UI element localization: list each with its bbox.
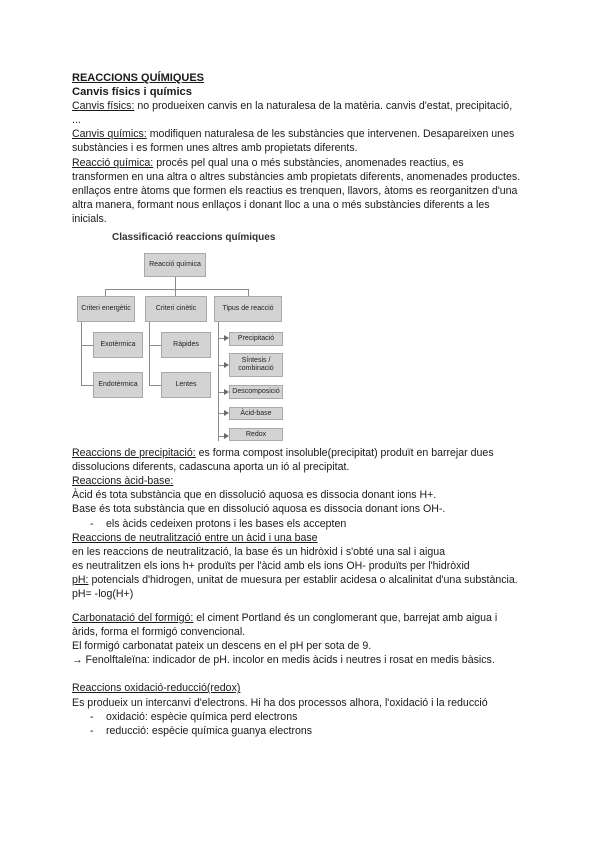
connector-line [149, 385, 161, 386]
definition-acid: Àcid és tota substància que en dissolució aquosa es dissocia donant ions H+. [72, 489, 437, 502]
term-canvis-quimics: Canvis químics: [72, 128, 147, 141]
node-descomposicio: Descomposició [229, 385, 283, 399]
node-criteri-cinetic: Criteri cinètic [145, 296, 207, 322]
node-precipitacio: Precipitació [229, 332, 283, 346]
paragraph-ph [72, 573, 533, 601]
node-reaccio-quimica: Reacció química [144, 253, 206, 277]
classification-diagram [72, 231, 522, 446]
definition-text: es forma compost insoluble(precipitat) produït en barrejar dues dissolucions diferents, cadascuna aporta un ió al precipitat. [72, 447, 494, 474]
connector-line [81, 385, 93, 386]
node-sintesi-line2: combinació [238, 365, 274, 373]
connector-line [149, 322, 150, 385]
term-reaccio-quimica: Reacció química: [72, 156, 154, 169]
paragraph-canvis-quimics [72, 127, 522, 155]
document-page [72, 71, 533, 738]
node-endotermica: Endotèrmica [93, 372, 143, 398]
neutral-line2: es neutralitzen els ions h+ produïts per l'àcid amb els ions OH- produïts per l'hidròxid [72, 559, 470, 572]
node-sintesi-line1: Síntesis / [241, 357, 271, 365]
connector-line [105, 289, 106, 296]
node-acid-base: Àcid-base [229, 407, 283, 420]
term-precipitacio: Reaccions de precipitació: [72, 447, 196, 460]
redox-list [72, 710, 522, 738]
definition-text: potencials d'hidrogen, unitat de muesura per establir acidesa o alcalinitat d'una substància. pH= -log(H+) [72, 573, 533, 600]
acid-base-list [72, 517, 522, 531]
node-criteri-energetic: Criteri energètic [77, 296, 135, 322]
node-rapides: Ràpides [161, 332, 211, 358]
section-subtitle: Canvis físics i químics [72, 86, 193, 99]
formigo-line2: El formigó carbonatat pateix un descens en el pH per sota de 9. [72, 640, 372, 653]
node-sintesi [229, 353, 283, 377]
heading-neutralitzacio: Reaccions de neutralització entre un àcid i una base [72, 531, 318, 544]
connector-line [81, 322, 82, 385]
connector-line [175, 277, 176, 289]
document-title: REACCIONS QUÍMIQUES [72, 72, 205, 84]
connector-line [175, 289, 176, 296]
paragraph-canvis-fisics [72, 99, 522, 127]
paragraph-formigo [72, 611, 522, 639]
diagram-title: Classificació reaccions químiques [112, 232, 276, 244]
term-formigo: Carbonatació del formigó: [72, 612, 194, 625]
node-lentes: Lentes [161, 372, 211, 398]
list-item: - els àcids cedeixen protons i les bases els accepten [72, 517, 522, 531]
definition-base: Base és tota substància que en dissolució aquosa es dissocia donant ions OH-. [72, 503, 446, 516]
heading-acid-base: Reaccions àcid-base: [72, 475, 174, 488]
definition-text: modifiquen naturalesa de les substàncies que intervenen. Desapareixen unes substàncies i es formen unes altres amb propietats diferents. [72, 128, 515, 155]
connector-line [149, 345, 161, 346]
paragraph-precipitacio [72, 446, 522, 474]
node-redox: Redox [229, 428, 283, 441]
heading-redox: Reaccions oxidació-reducció(redox) [72, 682, 241, 695]
connector-line [105, 289, 248, 290]
formigo-line3: → Fenolftaleïna: indicador de pH. incolor en medis àcids i neutres i rosat en medis bàsics. [72, 654, 495, 667]
definition-text: procés pel qual una o més substàncies, anomenades reactius, es transformen en una altra o altres substàncies amb propietats diferents, anomenades productes. enllaços entre àtoms que formen els reactius es trenquen, llavors, àtoms es reorganitzen d'una altra manera, formant nous enllaços i donant lloc a una o més substàncies diferents a les inicials. [72, 156, 521, 225]
connector-line [81, 345, 93, 346]
definition-text: el ciment Portland és un conglomerant que, barrejat amb aigua i àrids, forma el formigó convencional. [72, 612, 498, 639]
node-exotermica: Exotèrmica [93, 332, 143, 358]
redox-text: Es produeix un intercanvi d'electrons. Hi ha dos processos alhora, l'oxidació i la reducció [72, 696, 488, 709]
connector-line [218, 322, 219, 441]
connector-line [248, 289, 249, 296]
spacer [72, 601, 522, 611]
term-ph: pH: [72, 573, 89, 586]
definition-text: no produeixen canvis en la naturalesa de la matèria. canvis d'estat, precipitació, ... [72, 100, 513, 127]
term-canvis-fisics: Canvis físics: [72, 100, 135, 113]
list-item: - oxidació: espècie química perd electrons [72, 710, 522, 724]
paragraph-reaccio-quimica [72, 156, 522, 226]
spacer [72, 667, 522, 681]
node-tipus-reaccio: Tipus de reacció [214, 296, 282, 322]
neutral-line1: en les reaccions de neutralització, la base és un hidròxid i s'obté una sal i aigua [72, 545, 446, 558]
list-item: - reducció: espècie química guanya electrons [72, 724, 522, 738]
